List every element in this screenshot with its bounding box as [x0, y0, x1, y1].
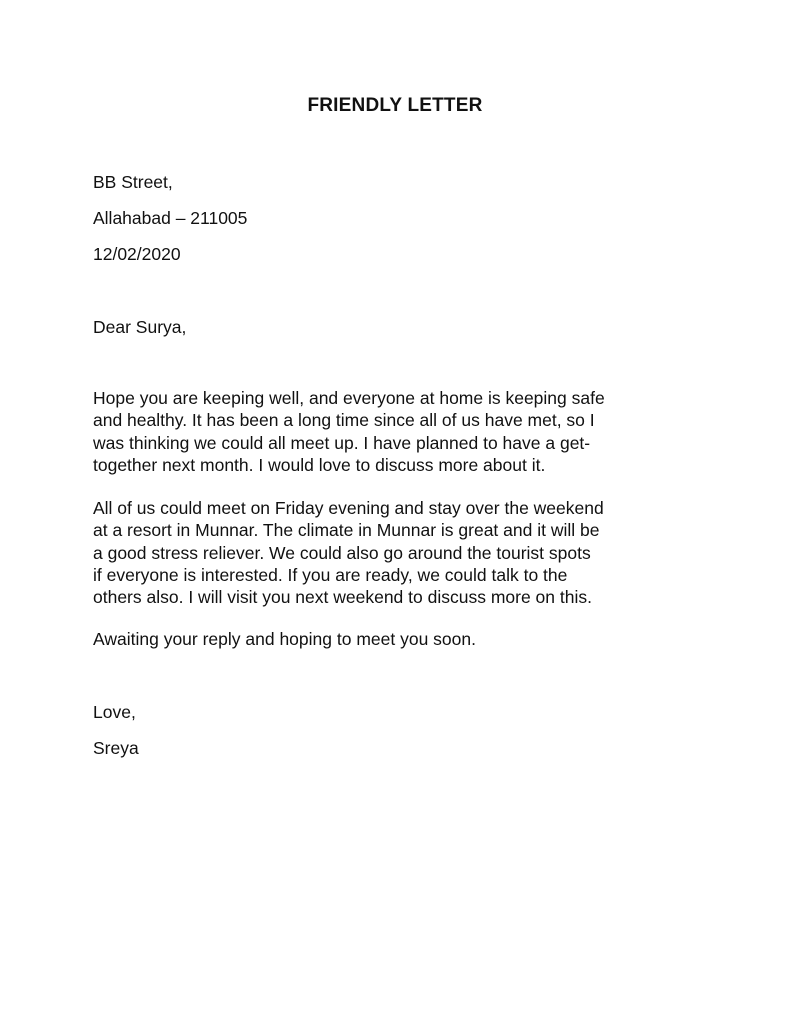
paragraph-2-line: at a resort in Munnar. The climate in Munnar is great and it will be — [93, 520, 600, 541]
paragraph-2-line: others also. I will visit you next weekend to discuss more on this. — [93, 587, 592, 608]
closing: Love, — [93, 702, 136, 722]
paragraph-1-line: Hope you are keeping well, and everyone at home is keeping safe — [93, 388, 605, 408]
salutation: Dear Surya, — [93, 317, 187, 337]
signature: Sreya — [93, 738, 139, 758]
paragraph-1-line: together next month. I would love to discuss more about it. — [93, 454, 546, 475]
sender-street: BB Street, — [93, 172, 173, 192]
body-paragraph-1 — [93, 387, 713, 476]
body-paragraph-3: Awaiting your reply and hoping to meet you soon. — [93, 629, 476, 649]
paragraph-1-line: was thinking we could all meet up. I have planned to have a get- — [93, 432, 591, 453]
paragraph-2-line: if everyone is interested. If you are ready, we could talk to the — [93, 564, 568, 585]
letter-date: 12/02/2020 — [93, 244, 181, 264]
body-paragraph-2 — [93, 497, 713, 608]
sender-city: Allahabad – 211005 — [93, 208, 248, 228]
paragraph-1-line: and healthy. It has been a long time since all of us have met, so I — [93, 410, 595, 431]
paragraph-2-line: All of us could meet on Friday evening and stay over the weekend — [93, 498, 604, 518]
paragraph-2-line: a good stress reliever. We could also go around the tourist spots — [93, 542, 591, 563]
document-title: FRIENDLY LETTER — [307, 95, 483, 116]
